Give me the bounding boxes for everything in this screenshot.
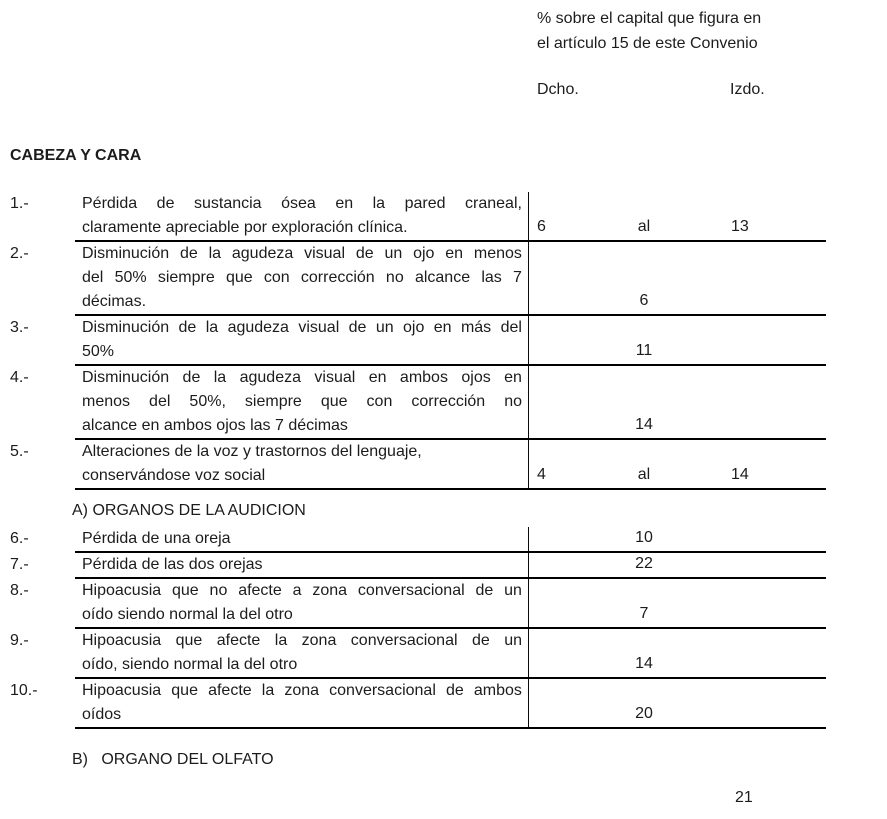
row-percentage-cell xyxy=(528,192,826,240)
value-mid: 10 xyxy=(635,529,653,546)
table-row xyxy=(10,316,826,366)
table-row xyxy=(10,366,826,440)
table-row xyxy=(10,192,826,242)
row-number: 4.- xyxy=(10,369,29,386)
row-number: 10.- xyxy=(10,682,38,699)
row-percentage-cell xyxy=(528,679,826,727)
value-mid: 22 xyxy=(635,555,653,572)
value-mid: al xyxy=(637,218,651,235)
row-description: Alteraciones de la voz y trastornos del lenguaje, conservándose voz social xyxy=(82,443,422,484)
table-row xyxy=(10,440,826,490)
row-number: 1.- xyxy=(10,195,29,212)
page-number: 21 xyxy=(735,789,753,806)
row-number: 2.- xyxy=(10,245,29,262)
row-number: 8.- xyxy=(10,582,29,599)
capital-note-line1: % sobre el capital que figura en xyxy=(537,10,762,27)
section-title: CABEZA Y CARA xyxy=(10,147,142,164)
column-header-izdo: Izdo. xyxy=(730,81,765,98)
value-mid: 6 xyxy=(639,292,649,309)
row-description: Pérdida de una oreja xyxy=(82,530,231,547)
value-from: 4 xyxy=(537,466,546,483)
row-description: Disminución de la agudeza visual en ambos ojos en menos del 50%, siempre que con corrección no alcance en ambos ojos las 7 décimas xyxy=(82,369,522,434)
row-percentage-cell xyxy=(528,579,826,627)
row-number: 6.- xyxy=(10,530,29,547)
value-to: 13 xyxy=(731,218,749,235)
row-percentage-cell xyxy=(528,527,826,551)
row-description: Pérdida de las dos orejas xyxy=(82,556,263,573)
row-number: 7.- xyxy=(10,556,29,573)
items-table-head-face xyxy=(10,192,826,490)
row-description: Hipoacusia que no afecte a zona conversacional de un oído siendo normal la del otro xyxy=(82,582,522,623)
row-percentage-cell xyxy=(528,553,826,577)
row-percentage-cell xyxy=(528,242,826,314)
table-row xyxy=(10,527,826,553)
row-description: Disminución de la agudeza visual de un ojo en menos del 50% siempre que con corrección no alcance las 7 décimas. xyxy=(82,245,522,310)
table-row xyxy=(10,579,826,629)
value-mid: 14 xyxy=(635,655,653,672)
value-from: 6 xyxy=(537,218,546,235)
table-row xyxy=(10,679,826,729)
items-table-audition xyxy=(10,527,826,729)
value-mid: 7 xyxy=(639,605,649,622)
row-percentage-cell xyxy=(528,366,826,438)
row-description: Disminución de la agudeza visual de un ojo en más del 50% xyxy=(82,319,522,360)
capital-note xyxy=(537,6,837,56)
row-description: Hipoacusia que afecte la zona conversacional de un oído, siendo normal la del otro xyxy=(82,632,522,673)
subsection-a-title: A) ORGANOS DE LA AUDICION xyxy=(72,502,306,519)
value-mid: 14 xyxy=(635,416,653,433)
table-row xyxy=(10,553,826,579)
row-number: 3.- xyxy=(10,319,29,336)
value-to: 14 xyxy=(731,466,749,483)
capital-note-line2: el artículo 15 de este Convenio xyxy=(537,35,758,52)
subsection-b-title: B) ORGANO DEL OLFATO xyxy=(72,751,274,768)
row-description: Pérdida de sustancia ósea en la pared craneal, claramente apreciable por exploración clínica. xyxy=(82,195,522,236)
value-mid: al xyxy=(637,466,651,483)
row-number: 5.- xyxy=(10,443,29,460)
value-mid: 11 xyxy=(635,342,653,359)
row-percentage-cell xyxy=(528,629,826,677)
value-mid: 20 xyxy=(635,705,653,722)
table-row xyxy=(10,629,826,679)
row-percentage-cell xyxy=(528,440,826,488)
row-description: Hipoacusia que afecte la zona conversacional de ambos oídos xyxy=(82,682,522,723)
table-row xyxy=(10,242,826,316)
column-header-dcho: Dcho. xyxy=(537,81,579,98)
row-number: 9.- xyxy=(10,632,29,649)
row-percentage-cell xyxy=(528,316,826,364)
